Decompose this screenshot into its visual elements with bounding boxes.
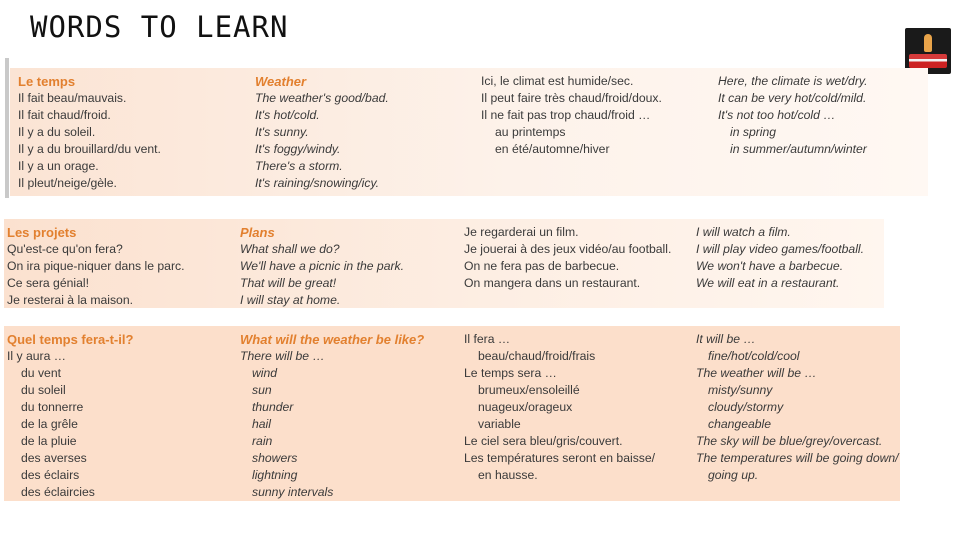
column-french [18,73,161,192]
vocab-line: changeable [708,417,772,431]
vocab-line: Je resterai à la maison. [7,293,133,307]
vocab-line: Il y aura … [7,349,66,363]
vocab-line: It can be very hot/cold/mild. [718,91,867,105]
vocab-line: des éclairs [21,468,80,482]
vocab-line: Il pleut/neige/gèle. [18,176,117,190]
vocab-line: The weather will be … [696,366,817,380]
section-plans [4,219,884,308]
vocab-line: What shall we do? [240,242,340,256]
vocab-line: We will eat in a restaurant. [696,276,840,290]
page-title: WORDS TO LEARN [30,10,289,44]
vocab-line: Here, the climate is wet/dry. [718,74,868,88]
vocab-line: du tonnerre [21,400,84,414]
vocab-line: That will be great! [240,276,337,290]
vocab-line: Il fait beau/mauvais. [18,91,127,105]
vocab-line: du vent [21,366,61,380]
vocab-line: Il fera … [464,332,511,346]
vocab-line: Il peut faire très chaud/froid/doux. [481,91,662,105]
vocab-line: Les températures seront en baisse/ [464,451,656,465]
vocab-line: Il fait chaud/froid. [18,108,111,122]
book-stack [909,54,947,68]
vocab-line: cloudy/stormy [708,400,784,414]
column-french [481,73,662,158]
column-french [7,224,185,309]
section-heading: Plans [240,225,275,240]
vocab-line: There will be … [240,349,325,363]
vocab-line: We won't have a barbecue. [696,259,844,273]
vocab-line: brumeux/ensoleillé [478,383,580,397]
vocab-line: going up. [708,468,759,482]
vocab-line: beau/chaud/froid/frais [478,349,596,363]
vocab-line: It will be … [696,332,756,346]
section-heading: Quel temps fera-t-il? [7,332,134,347]
vocab-line: Il y a un orage. [18,159,99,173]
vocab-line: I will stay at home. [240,293,341,307]
vocab-line: rain [252,434,273,448]
vocab-line: des averses [21,451,87,465]
vocab-line: thunder [252,400,294,414]
vocab-line: sun [252,383,272,397]
vocab-line: wind [252,366,278,380]
vocab-line: It's raining/snowing/icy. [255,176,380,190]
vocab-line: It's not too hot/cold … [718,108,836,122]
vocab-line: de la pluie [21,434,77,448]
vocab-line: Je regarderai un film. [464,225,579,239]
vocab-line: des éclaircies [21,485,95,499]
vocab-line: I will watch a film. [696,225,791,239]
vocab-line: We'll have a picnic in the park. [240,259,405,273]
vocab-line: du soleil [21,383,66,397]
vocab-line: I will play video games/football. [696,242,865,256]
section-heading: Le temps [18,74,76,89]
section-divider-bar [5,58,9,198]
column-english [240,224,404,309]
column-french [464,224,671,292]
vocab-line: Qu'est-ce qu'on fera? [7,242,123,256]
vocab-line: in summer/autumn/winter [730,142,867,156]
vocab-line: Il ne fait pas trop chaud/froid … [481,108,651,122]
vocab-line: lightning [252,468,298,482]
vocab-line: The temperatures will be going down/ [696,451,899,465]
reader-figure [924,34,932,52]
vocab-line: On ira pique-niquer dans le parc. [7,259,185,273]
vocab-line: Il y a du soleil. [18,125,96,139]
vocab-line: en hausse. [478,468,538,482]
section-heading: What will the weather be like? [240,332,425,347]
vocab-line: On ne fera pas de barbecue. [464,259,620,273]
vocab-line: It's sunny. [255,125,309,139]
vocab-line: The sky will be blue/grey/overcast. [696,434,883,448]
column-english [255,73,389,192]
vocab-line: sunny intervals [252,485,334,499]
vocab-line: Je jouerai à des jeux vidéo/au football. [464,242,672,256]
vocab-line: Ici, le climat est humide/sec. [481,74,634,88]
vocab-line: de la grêle [21,417,78,431]
vocab-line: fine/hot/cold/cool [708,349,800,363]
column-english [718,73,867,158]
vocab-line: Il y a du brouillard/du vent. [18,142,161,156]
vocab-line: The weather's good/bad. [255,91,389,105]
vocab-line: variable [478,417,521,431]
column-french [7,331,133,501]
vocab-line: in spring [730,125,777,139]
vocab-line: It's foggy/windy. [255,142,341,156]
vocab-line: hail [252,417,271,431]
vocab-line: There's a storm. [255,159,343,173]
vocab-line: misty/sunny [708,383,773,397]
vocab-line: It's hot/cold. [255,108,320,122]
vocab-line: Le ciel sera bleu/gris/couvert. [464,434,623,448]
vocab-line: On mangera dans un restaurant. [464,276,641,290]
vocab-line: showers [252,451,298,465]
column-english [696,224,864,292]
section-heading: Les projets [7,225,77,240]
section-weather [10,68,928,196]
column-english [696,331,899,484]
vocab-line: Ce sera génial! [7,276,89,290]
column-french [464,331,655,484]
section-forecast [4,326,900,501]
section-heading: Weather [255,74,307,89]
vocab-line: au printemps [495,125,566,139]
column-english [240,331,424,501]
vocab-line: nuageux/orageux [478,400,573,414]
vocab-line: Le temps sera … [464,366,557,380]
vocab-line: en été/automne/hiver [495,142,610,156]
